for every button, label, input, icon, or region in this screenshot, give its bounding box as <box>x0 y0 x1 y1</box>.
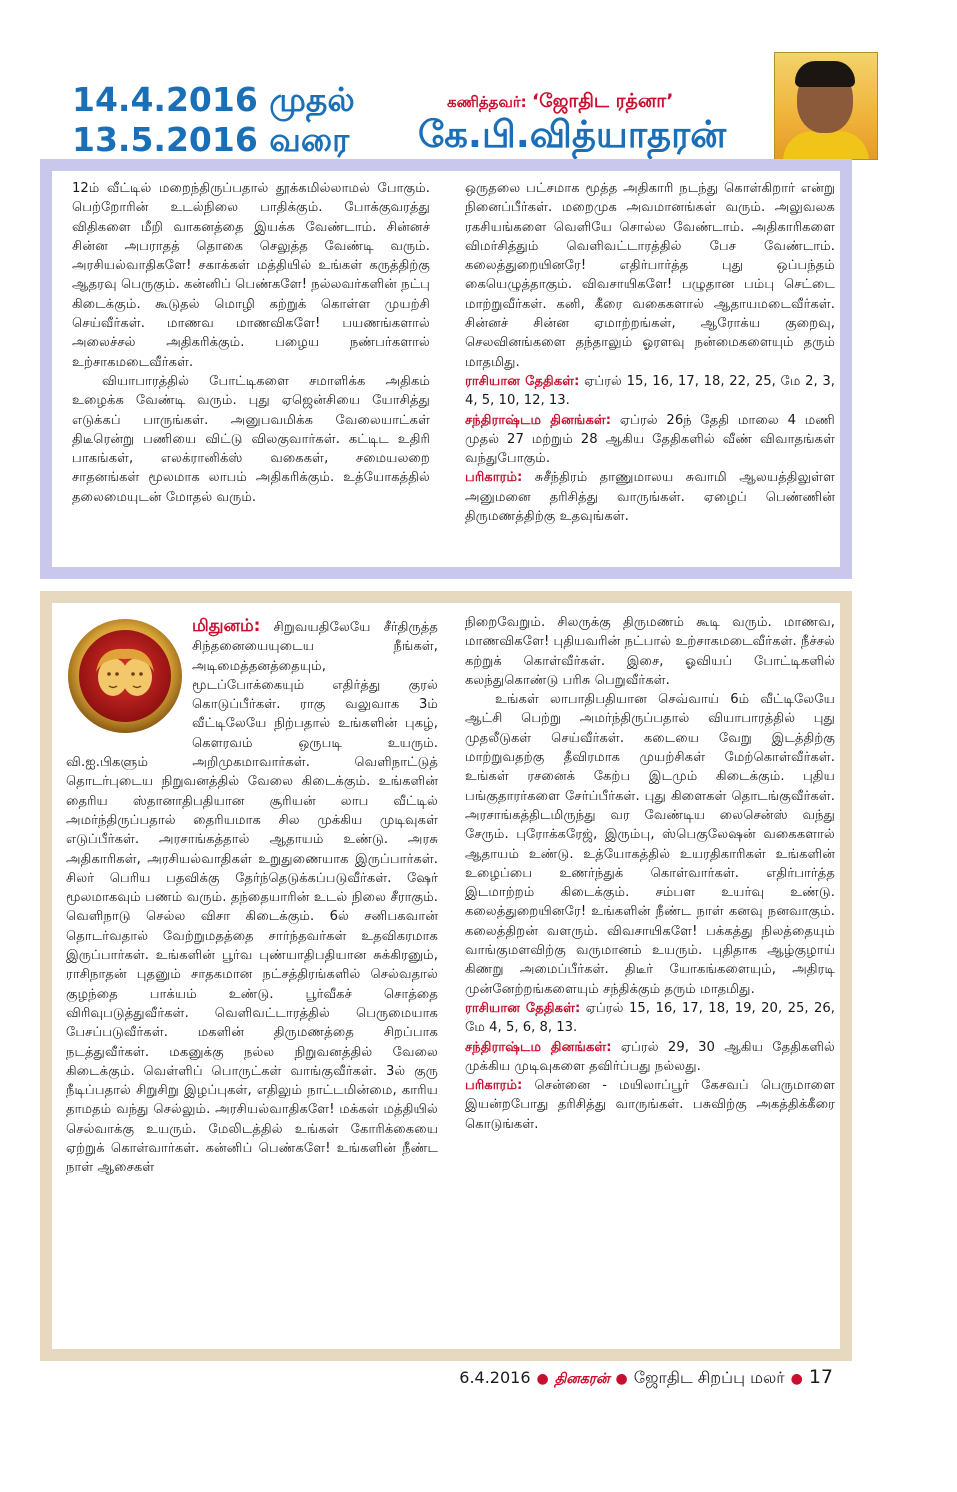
section1-lucky-dates: ராசியான தேதிகள்: ஏப்ரல் 15, 16, 17, 18, 22, 25, மே 2, 3, 4, 5, 10, 12, 13. <box>465 373 835 409</box>
author-name: கே.பி.வித்யாதரன் <box>418 113 727 156</box>
chandrashtama-label: சந்திராஷ்டம தினங்கள்: <box>465 412 612 428</box>
byline <box>447 90 673 115</box>
author-photo <box>774 52 878 160</box>
footer-issue: ஜோதிட சிறப்பு மலர் <box>633 1368 785 1387</box>
section1-left-paragraph-2: வியாபாரத்தில் போட்டிகளை சமாளிக்க அதிகம் உழைக்க வேண்டி வரும். புது ஏஜென்சியை யோசித்து எடுக்கப் பாருங்கள். அனுபவமிக்க வேலையாட்கள் திடீரென்று பணியை விட்டு விலகுவார்கள். கட்டிட உதிரி பாகங்கள், எலக்ரானிக்ஸ் வகைகள், சமையலறை சாதனங்கள் மூலமாக லாபம் அதிகரிக்கும். உத்யோகத்தில் தலைமையுடன் மோதல் வரும். <box>72 373 430 505</box>
page-number: 17 <box>808 1366 833 1388</box>
section2-remedy: பரிகாரம்: சென்னை - மயிலாப்பூர் கேசவப் பெருமாளை இயன்றபோது தரிசித்து வாருங்கள். பசுவிற்கு அகத்திக்கீரை கொடுங்கள். <box>465 1078 836 1132</box>
byline-title: ‘ஜோதிட ரத்னா’ <box>531 90 674 112</box>
section1-left-paragraph-1: 12ம் வீட்டில் மறைந்திருப்பதால் தூக்கமில்லாமல் போகும். பெற்றோரின் உடல்நிலை பாதிக்கும். போக்குவரத்து விதிகளை மீறி வாகனத்தை இயக்க வேண்டாம். சின்னச் சின்ன அபராதத் தொகை செலுத்த வேண்டி வரும். அரசியல்வாதிகளே! சகாக்கள் மத்தியில் உங்கள் கருத்திற்கு ஆதரவு பெருகும். கன்னிப் பெண்களே! நல்லவர்களின் நட்பு கிடைக்கும். கூடுதல் மொழி கற்றுக் கொள்ள முயற்சி செய்வீர்கள். மாணவ மாணவிகளே! பயணங்களால் அலைச்சல் அதிகரிக்கும். பழைய நண்பர்களால் உற்சாகமடைவீர்கள். <box>72 181 430 370</box>
date-range <box>72 80 355 160</box>
section2-chandrashtama: சந்திராஷ்டம தினங்கள்: ஏப்ரல் 29, 30 ஆகிய தேதிகளில் முக்கிய முடிவுகளை தவிர்ப்பது நல்லது. <box>465 1039 835 1074</box>
section2-lucky-dates: ராசியான தேதிகள்: ஏப்ரல் 15, 16, 17, 18, 19, 20, 25, 26, மே 4, 5, 6, 8, 13. <box>465 1000 835 1036</box>
remedy-label: பரிகாரம்: <box>465 470 523 486</box>
section1-right-column <box>465 179 835 526</box>
section2-right-column <box>465 613 835 1134</box>
section1-right-paragraph-1: ஒருதலை பட்சமாக மூத்த அதிகாரி நடந்து கொள்கிறார் என்று நினைப்பீர்கள். மறைமுக அவமானங்கள் வரும். அலுவலக ரகசியங்களை வெளியே சொல்ல வேண்டாம். அதிகாரிகளை விமர்சித்தும் வெளிவட்டாரத்தில் பேச வேண்டாம். கலைத்துறையினரே! எதிர்பார்த்த புது ஒப்பந்தம் கையெழுத்தாகும். விவசாயிகளே! பழுதான பம்பு செட்டை மாற்றுவீர்கள். கனி, கீரை வகைகளால் ஆதாயமடைவீர்கள். சின்னச் சின்ன ஏமாற்றங்கள், ஆரோக்ய குறைவு, செலவினங்களை தந்தாலும் ஓரளவு நன்மைகளையும் தரும் மாதமிது. <box>465 181 835 370</box>
date-to: 13.5.2016 வரை <box>72 120 350 159</box>
remedy-label: பரிகாரம்: <box>465 1078 523 1094</box>
section1-remedy: பரிகாரம்: சுசீந்திரம் தாணுமாலய சுவாமி ஆலயத்திலுள்ள அனுமனை தரிசித்து வாருங்கள். ஏழைப் பெண்ணின் திருமணத்திற்கு உதவுங்கள். <box>465 470 835 525</box>
section2-left-paragraph-1: மிதுனம்: சிறுவயதிலேயே சீர்திருத்த சிந்தனையையுடைய நீங்கள், அடிமைத்தனத்தையும், மூடப்போக்கையும் எதிர்த்து குரல் கொடுப்பீர்கள். ராகு வலுவாக 3ம் வீட்டிலேயே நிற்பதால் உங்களின் புகழ், கௌரவம் ஒருபடி உயரும். வி.ஐ.பிகளும் அறிமுகமாவார்கள். வெளிநாட்டுத் தொடர்புடைய நிறுவனத்தில் வேலை கிடைக்கும். உங்களின் தைரிய ஸ்தானாதிபதியான சூரியன் லாப வீட்டில் அமர்ந்திருப்பதால் தைரியமாக சில முக்கிய முடிவுகள் எடுப்பீர்கள். அரசாங்கத்தால் ஆதாயம் உண்டு. அரசு அதிகாரிகள், அரசியல்வாதிகள் உறுதுணையாக இருப்பார்கள். சிலர் பெரிய பதவிக்கு தேர்ந்தெடுக்கப்படுவீர்கள். ஷேர் மூலமாகவும் பணம் வரும். தந்தையாரின் உடல் நிலை சீராகும். வெளிநாடு செல்ல விசா கிடைக்கும். 6ல் சனிபகவான் தொடர்வதால் வேற்றுமதத்தை சார்ந்தவர்கள் உதவிகரமாக இருப்பார்கள். உங்களின் பூர்வ புண்யாதிபதியான சுக்கிரனும், ராசிநாதன் புதனும் சாதகமான நட்சத்திரங்களில் செல்வதால் குழந்தை பாக்யம் உண்டு. பூர்வீகச் சொத்தை விரிவுபடுத்துவீர்கள். வெளிவட்டாரத்தில் பெருமையாக பேசப்படுவீர்கள். மகளின் திருமணத்தை சிறப்பாக நடத்துவீர்கள். மகனுக்கு நல்ல நிறுவனத்தில் வேலை கிடைக்கும். வெள்ளிப் பொருட்கள் வாங்குவீர்கள். 3ல் குரு நீடிப்பதால் சிறுசிறு இழப்புகள், எதிலும் நாட்டமின்மை, காரிய தாமதம் வந்து செல்லும். அரசியல்வாதிகளே! மக்கள் மத்தியில் செல்வாக்கு உயரும். மேலிடத்தில் உங்கள் கோரிக்கையை ஏற்றுக் கொள்வார்கள். கன்னிப் பெண்களே! உங்களின் நீண்ட நாள் ஆசைகள் <box>66 616 438 1176</box>
page-footer: 6.4.2016 ● தினகரன் ● ஜோதிட சிறப்பு மலர் ● 17 <box>459 1366 833 1388</box>
lucky-dates-label: ராசியான தேதிகள்: <box>465 373 580 389</box>
chandrashtama-label: சந்திராஷ்டம தினங்கள்: <box>465 1039 612 1055</box>
lucky-dates-label: ராசியான தேதிகள்: <box>465 1000 581 1016</box>
gemini-zodiac-icon <box>66 617 184 735</box>
sign-name-mithunam: மிதுனம்: <box>192 616 261 636</box>
footer-brand: தினகரன் <box>554 1371 610 1387</box>
mithunam-box <box>40 591 852 1361</box>
date-from: 14.4.2016 முதல் <box>72 80 355 119</box>
section1-left-column <box>72 179 430 507</box>
section1-chandrashtama: சந்திராஷ்டம தினங்கள்: ஏப்ரல் 26ந் தேதி மாலை 4 மணி முதல் 27 மற்றும் 28 ஆகிய தேதிகளில் வீண் விவாதங்கள் வந்துபோகும். <box>465 412 836 467</box>
section2-left-column <box>66 617 438 1178</box>
section2-right-paragraph-1: நிறைவேறும். சிலருக்கு திருமணம் கூடி வரும். மாணவ, மாணவிகளே! புதியவரின் நட்பால் உற்சாகமடைவீர்கள். நீச்சல் கற்றுக் கொள்வீர்கள். இசை, ஓவியப் போட்டிகளில் கலந்துகொண்டு பரிசு பெறுவீர்கள். <box>465 615 835 688</box>
byline-prefix: கணித்தவர்: <box>447 93 527 111</box>
prev-sign-continuation-box <box>40 159 852 579</box>
footer-date: 6.4.2016 <box>459 1368 531 1387</box>
section2-right-paragraph-2: உங்கள் லாபாதிபதியான செவ்வாய் 6ம் வீட்டிலேயே ஆட்சி பெற்று அமர்ந்திருப்பதால் வியாபாரத்தில் புது முதலீடுகள் செய்வீர்கள். கடையை வேறு இடத்திற்கு மாற்றுவதற்கு தீவிரமாக முயற்சிகள் மேற்கொள்வீர்கள். உங்கள் ரசனைக் கேற்ப இடமும் கிடைக்கும். புதிய பங்குதாரர்களை சேர்ப்பீர்கள். புது கிளைகள் தொடங்குவீர்கள். அரசாங்கத்திடமிருந்து வர வேண்டிய லைசென்ஸ் வந்து சேரும். புரோக்கரேஜ், இரும்பு, ஸ்பெகுலேஷன் வகைகளால் ஆதாயம் உண்டு. உத்யோகத்தில் உயரதிகாரிகள் உங்களின் உழைப்பை உணர்ந்துக் கொள்வார்கள். எதிர்பார்த்த இடமாற்றம் கிடைக்கும். சம்பள உயர்வு உண்டு. கலைத்துறையினரே! உங்களின் நீண்ட நாள் கனவு நனவாகும். கலைத்திறன் வளரும். விவசாயிகளே! பக்கத்து நிலத்தையும் வாங்குமளவிற்கு வருமானம் உயரும். புதிதாக ஆழ்குழாய் கிணறு அமைப்பீர்கள். திடீர் யோகங்களையும், அதிரடி முன்னேற்றங்களையும் சந்திக்கும் தரும் மாதமிது. <box>465 692 835 997</box>
